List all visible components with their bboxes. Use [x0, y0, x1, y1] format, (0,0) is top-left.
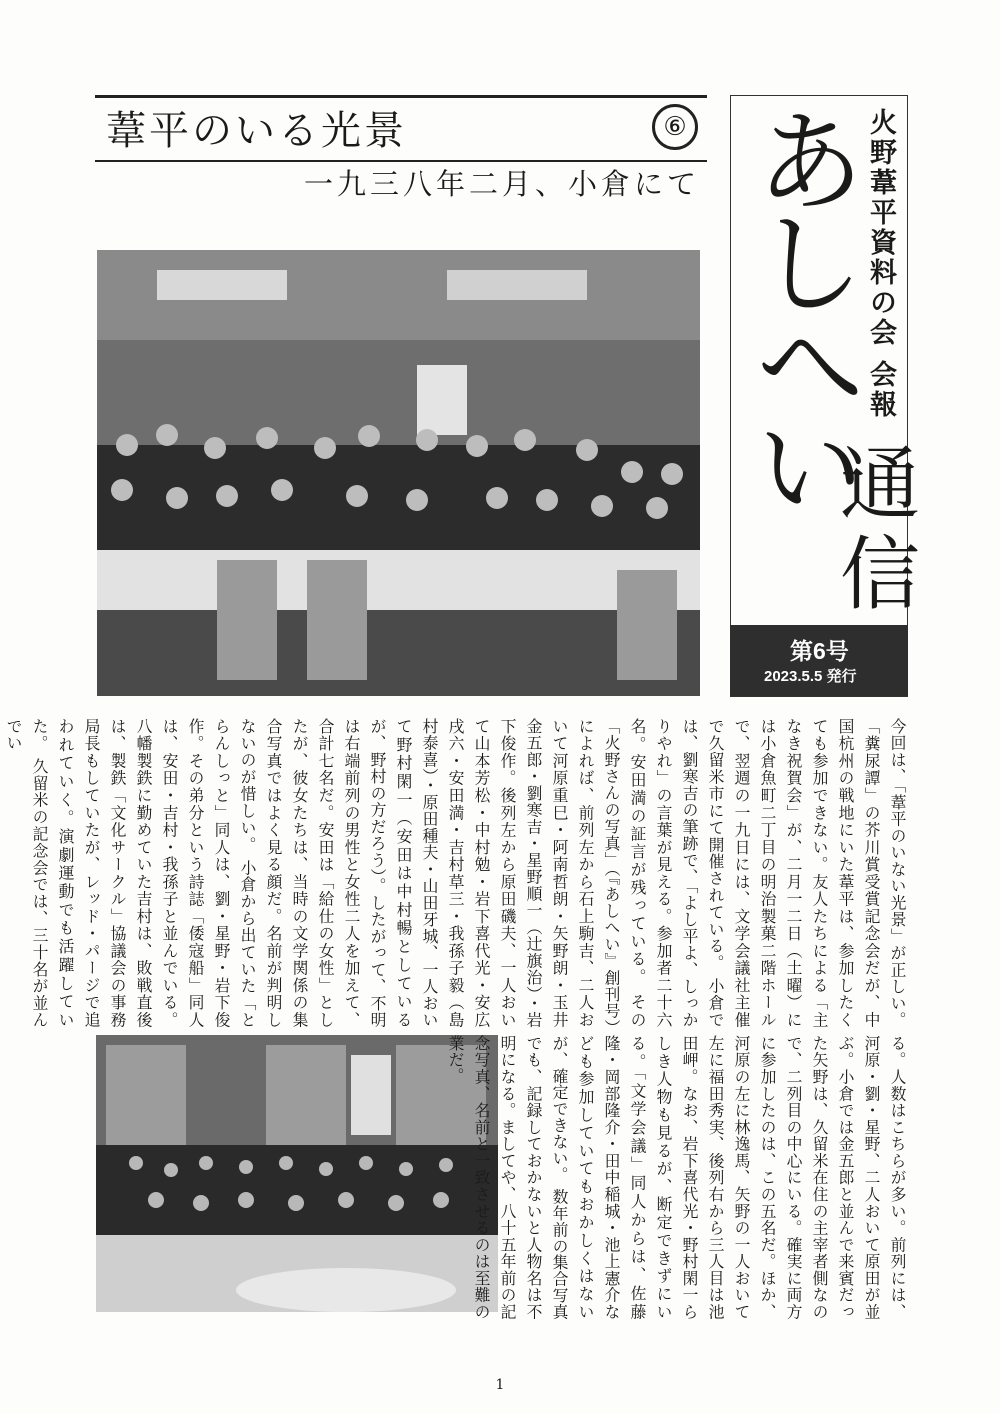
newsletter-logo-suffix: 通信	[840, 438, 920, 621]
page-number: 1	[495, 1377, 505, 1393]
article-body-upper: 今回は、「葦平のいない光景」が正しい。「糞尿譚」の芥川賞受賞記念会だが、中国杭州の戦地にいた葦平は、参加したくても参加できない。友人たちによる「主なき祝賀会」が、二月一二日（土曜）には小倉魚町二丁目の明治製菓二階ホールで、翌週の一九日には、文学会議社主催で久留米市にて開催されている。 小倉では、劉寒吉の筆跡で、「よし平よ、しっかりやれ」の言葉が見える。参加者二十六名。安田満の証言が残っている。 その「火野さんの写真」（『あしへい』創刊号）によれば、前列左から石上駒吉、二人おいて河原重巳・阿南哲朗・矢野朗・玉井金五郎・劉寒吉・星野順一（辻旗治）・岩下俊作。後列左から原田磯夫、一人おいて山本芳松・中村勉・岩下喜代光・安広戌六・安田満・吉村草三・我孫子毅（島村泰喜）・原田種夫・山田牙城、一人おいて野村閑一（安田は中村暢としているが、野村の方だろう）。したがって、不明は右端前列の男性と女性二人を加えて、合計七名だ。安田は「給仕の女性」としたが、彼女たちは、当時の文学関係の集合写真ではよく見る顔だ。名前が判明しないのが惜しい。 小倉から出ていた「とらんしっと」同人は、劉・星野・岩下俊作。その弟分という詩誌「倭寇船」同人は、安田・吉村・我孫子と並んでいる。八幡製鉄に勤めていた吉村は、敗戦直後は、製鉄「文化サークル」協議会の事務局長もしていたが、レッド・パージで追われていく。演劇運動でも活躍していた。 久留米の記念会では、三十名が並んでい	[4, 718, 907, 1028]
newsletter-logo: あしへい	[736, 103, 866, 511]
article-body-lower: る。人数はこちらが多い。前列には、河原・劉・星野、二人おいて原田が並ぶ。小倉では金五郎と並んで来賓だった矢野は、久留米在住の主宰者側なので、二列目の中心にいる。確実に両方に参加したのは、この五名だ。ほか、河原の左に林逸馬、矢野の一人おいて左に福田秀実、後列右から三人目は池田岬。なお、岩下喜代光・野村閑一らしき人物も見るが、断定できずにいる。「文学会議」同人からは、佐藤隆・岡部隆介・田中稲城・池上憲介なども参加していてもおかしくはないが、確定できない。 数年前の集合写真でも、記録しておかないと人物名は不明になる。ましてや、八十五年前の記念写真、名前と一致させるのは至難の業だ。	[446, 1035, 907, 1320]
series-title: 葦平のいる光景	[106, 108, 407, 154]
issue-date: 2023.5.5 発行	[764, 668, 857, 685]
group-photo-kurume	[96, 1035, 498, 1312]
organization-name: 火野葦平資料の会 会報	[865, 108, 896, 421]
article-subtitle: 一九三八年二月、小倉にて	[303, 167, 700, 201]
issue-number: 第6号	[790, 638, 849, 664]
group-photo-kurume-illustration	[96, 1035, 498, 1312]
group-photo-kokura-illustration	[97, 250, 700, 696]
group-photo-kokura	[97, 250, 700, 696]
series-number: ⑥	[652, 104, 698, 150]
